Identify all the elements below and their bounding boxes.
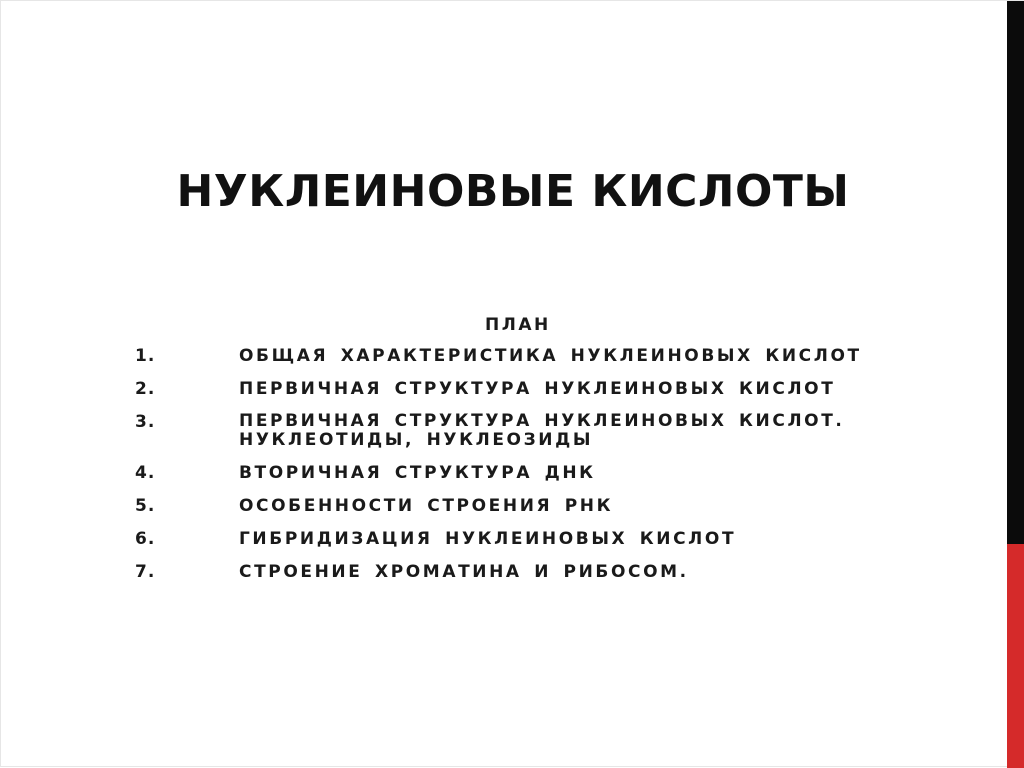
- plan-item-2: [135, 379, 935, 399]
- plan-item-3: [135, 412, 935, 450]
- plan-item-text: ОСОБЕННОСТИ СТРОЕНИЯ РНК: [239, 496, 614, 516]
- plan-item-text: СТРОЕНИЕ ХРОМАТИНА И РИБОСОМ.: [239, 562, 689, 582]
- plan-item-text: ПЕРВИЧНАЯ СТРУКТУРА НУКЛЕИНОВЫХ КИСЛОТ. НУКЛЕОТИДЫ, НУКЛЕОЗИДЫ: [239, 411, 845, 450]
- right-accent-bar-black: [1007, 1, 1024, 544]
- plan-item-number: 6.: [135, 529, 156, 549]
- plan-heading: ПЛАН: [485, 315, 551, 335]
- plan-item-number: 3.: [135, 412, 156, 432]
- plan-item-number: 4.: [135, 463, 156, 483]
- plan-list: [135, 346, 935, 595]
- plan-item-number: 5.: [135, 496, 156, 516]
- plan-item-text: ПЕРВИЧНАЯ СТРУКТУРА НУКЛЕИНОВЫХ КИСЛОТ: [239, 379, 836, 399]
- plan-item-number: 2.: [135, 379, 156, 399]
- plan-item-4: [135, 463, 935, 483]
- plan-item-number: 1.: [135, 346, 156, 366]
- plan-item-text: ОБЩАЯ ХАРАКТЕРИСТИКА НУКЛЕИНОВЫХ КИСЛОТ: [239, 346, 862, 366]
- right-accent-bar-red: [1007, 544, 1024, 768]
- plan-item-text: ВТОРИЧНАЯ СТРУКТУРА ДНК: [239, 463, 596, 483]
- slide-title: НУКЛЕИНОВЫЕ КИСЛОТЫ: [176, 166, 850, 217]
- plan-item-text: ГИБРИДИЗАЦИЯ НУКЛЕИНОВЫХ КИСЛОТ: [239, 529, 737, 549]
- plan-item-1: [135, 346, 935, 366]
- plan-item-5: [135, 496, 935, 516]
- plan-item-6: [135, 529, 935, 549]
- plan-item-number: 7.: [135, 562, 156, 582]
- plan-item-7: [135, 562, 935, 582]
